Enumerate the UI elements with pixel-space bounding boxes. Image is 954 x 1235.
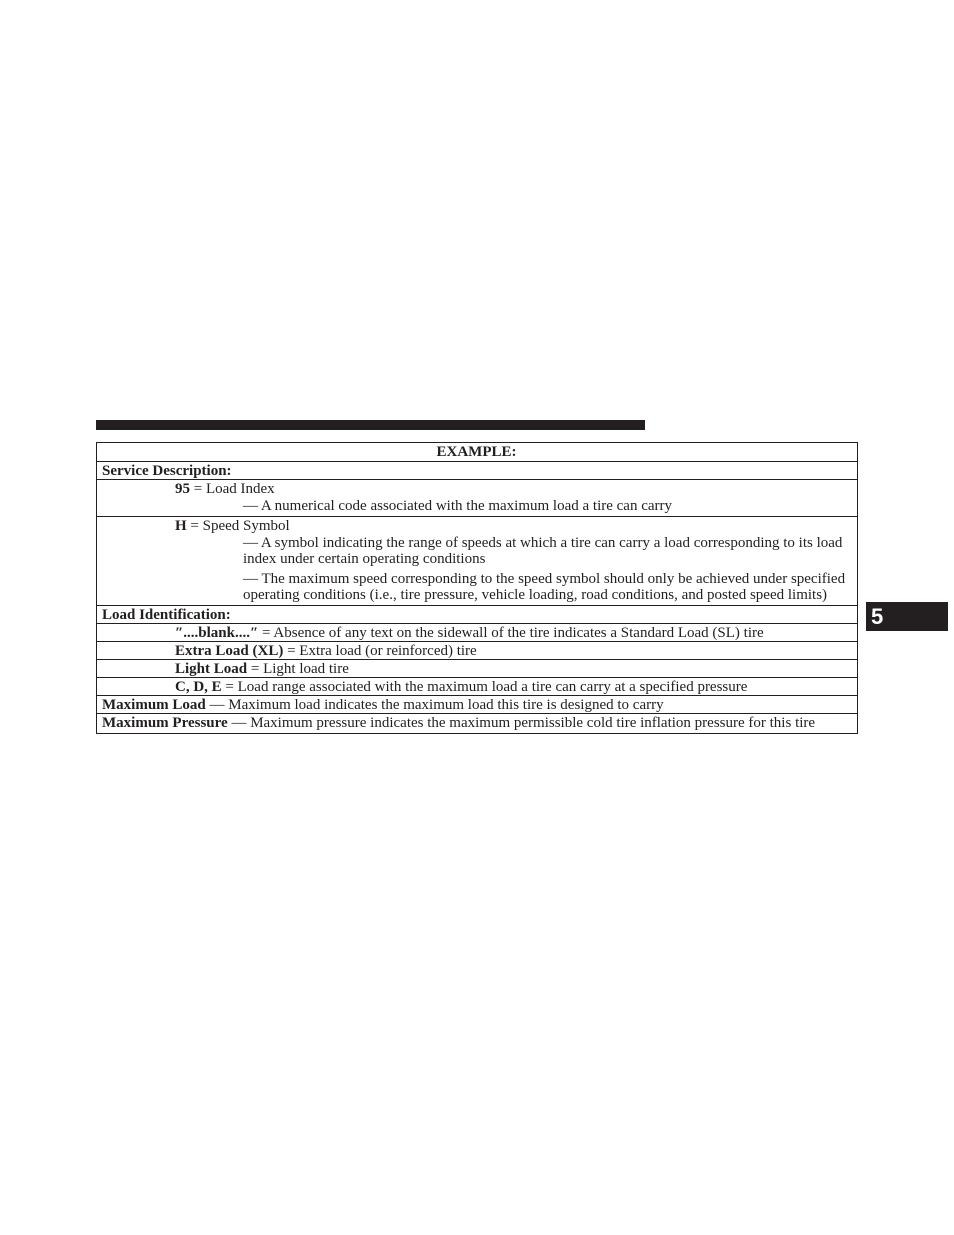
maximum-pressure-term: Maximum Pressure: [102, 715, 228, 731]
speed-symbol-def: = Speed Symbol: [186, 518, 290, 534]
maximum-load-def: — Maximum load indicates the maximum load this tire is designed to carry: [205, 697, 664, 713]
tire-service-description-table: [96, 442, 858, 734]
speed-symbol-row: [97, 516, 857, 605]
load-id-def: = Light load tire: [247, 661, 349, 677]
speed-symbol-note-1: — A symbol indicating the range of speeds at which a tire can carry a load corresponding to its load index under certain operating conditions: [243, 535, 843, 567]
maximum-pressure-def: — Maximum pressure indicates the maximum permissible cold tire inflation pressure for this tire: [227, 715, 816, 731]
load-index-def: = Load Index: [190, 481, 275, 497]
table-header: [97, 443, 857, 461]
maximum-load-row: [97, 695, 857, 713]
load-id-row-extra-load: [97, 641, 857, 659]
load-id-term: Extra Load (XL): [175, 643, 284, 659]
service-description-heading: Service Description:: [97, 461, 857, 479]
speed-symbol-note-2: — The maximum speed corresponding to the speed symbol should only be achieved under specified operating conditions (i.e., tire pressure, vehicle loading, road conditions, and posted speed limits): [243, 571, 846, 603]
load-id-term: ″....blank....″: [175, 625, 259, 641]
section-top-rule: [96, 420, 645, 430]
load-id-row-light-load: [97, 659, 857, 677]
chapter-number: 5: [871, 604, 884, 629]
speed-symbol-term: H: [175, 518, 187, 534]
load-identification-heading: Load Identification:: [97, 605, 857, 623]
load-index-note: — A numerical code associated with the maximum load a tire can carry: [243, 498, 673, 514]
load-index-term: 95: [175, 481, 190, 497]
load-id-row-blank: [97, 623, 857, 641]
load-id-def: = Load range associated with the maximum load a tire can carry at a specified pressure: [221, 679, 748, 695]
load-id-term: Light Load: [175, 661, 248, 677]
load-index-row: [97, 479, 857, 516]
load-id-def: = Absence of any text on the sidewall of the tire indicates a Standard Load (SL) tire: [258, 625, 764, 641]
load-id-def: = Extra load (or reinforced) tire: [283, 643, 477, 659]
table-header-text: EXAMPLE:: [436, 444, 517, 460]
load-index-definition: [102, 481, 851, 497]
chapter-tab: [866, 602, 948, 631]
load-id-term: C, D, E: [175, 679, 222, 695]
speed-symbol-definition: [102, 518, 851, 534]
load-id-row-load-range: [97, 677, 857, 695]
maximum-pressure-row: [97, 713, 857, 733]
maximum-load-term: Maximum Load: [102, 697, 206, 713]
